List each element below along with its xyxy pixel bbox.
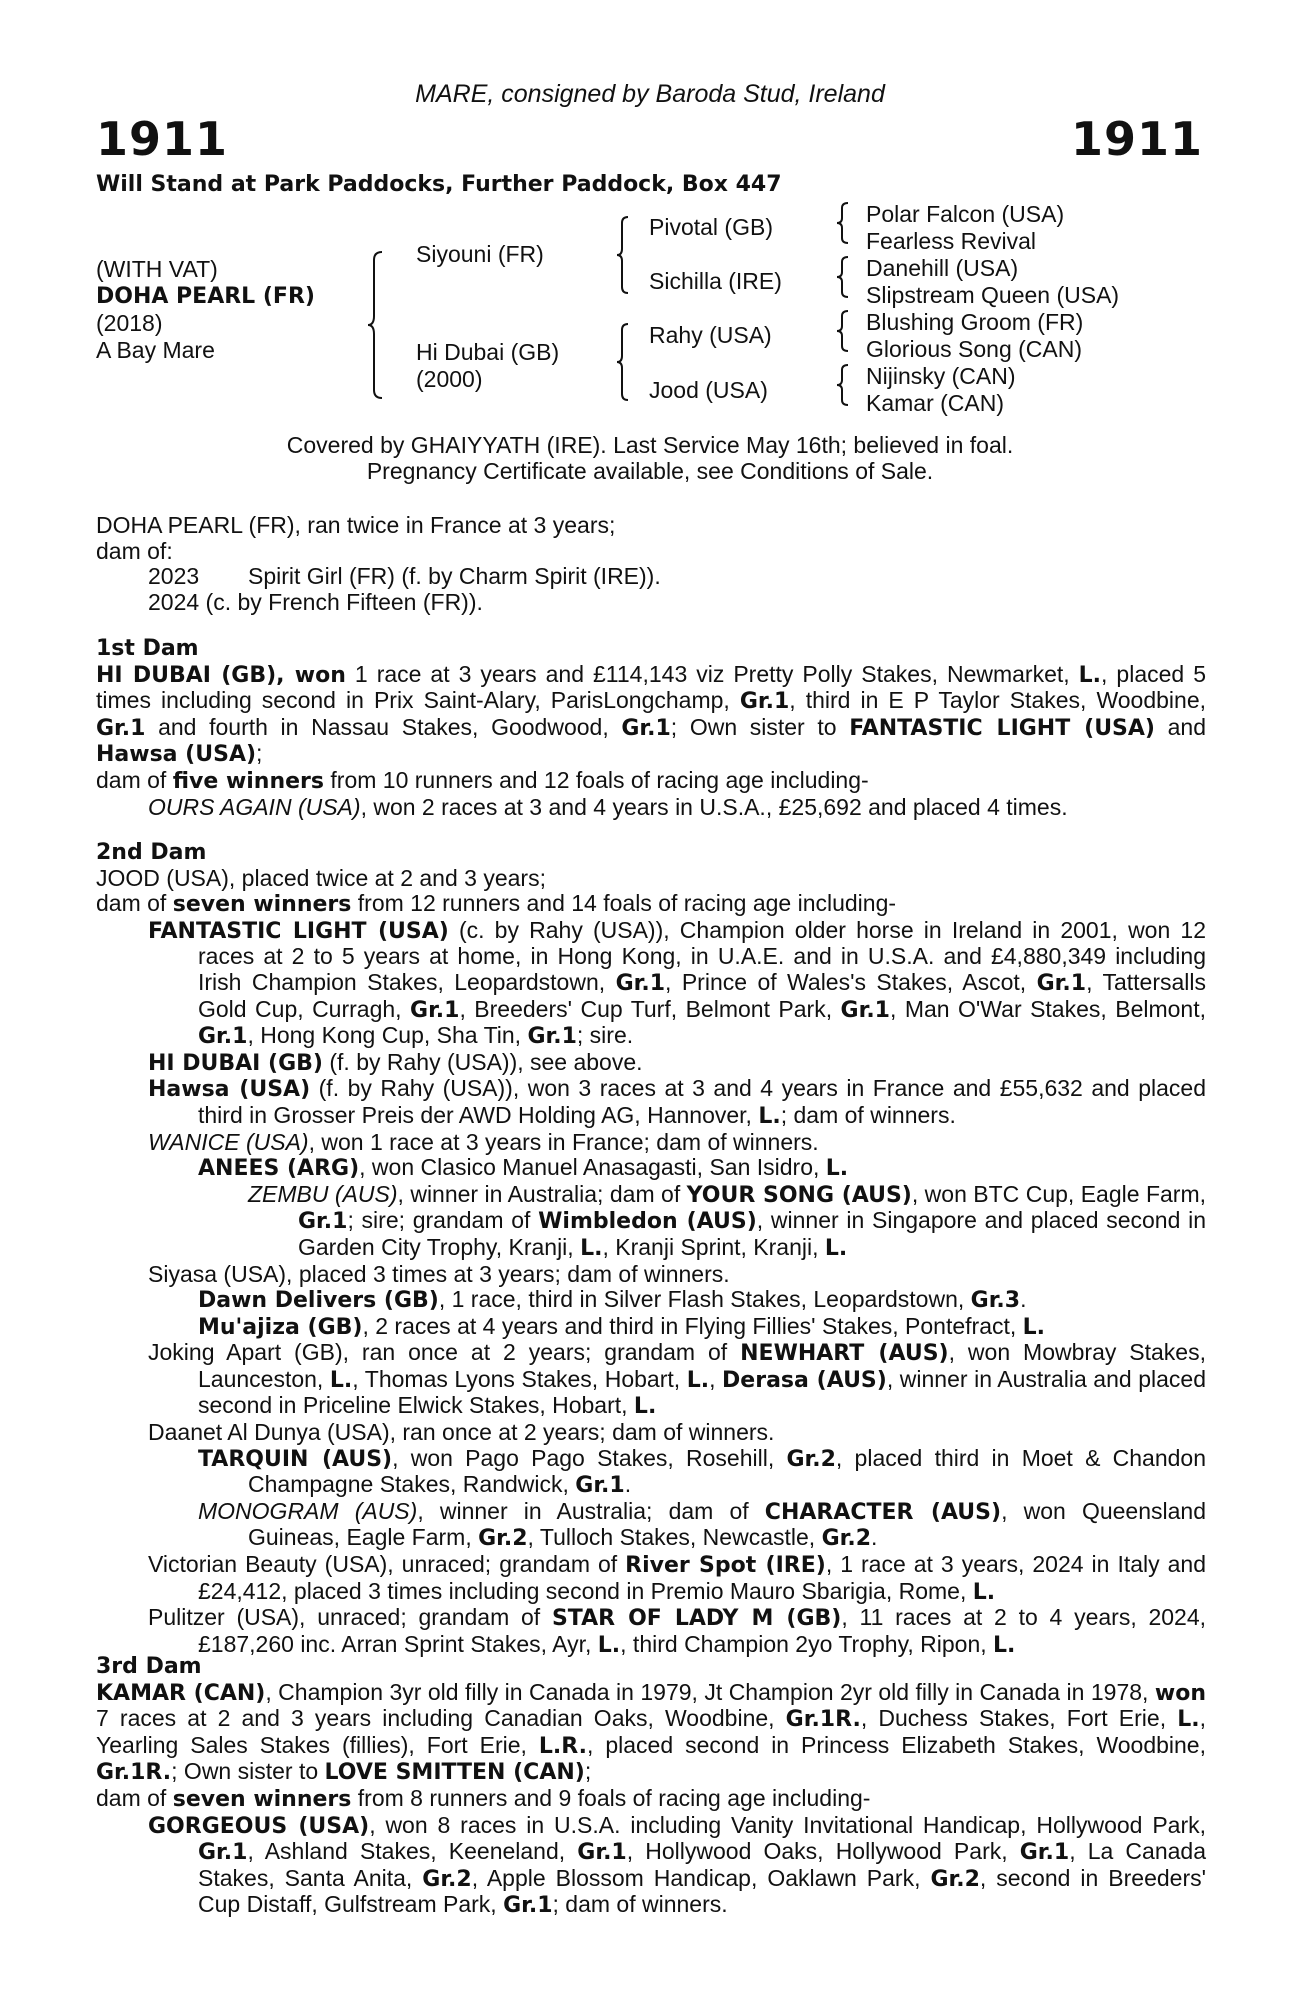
ped-sdd: Slipstream Queen (USA) (866, 282, 1120, 308)
anees-entry: ANEES (ARG), won Clasico Manuel Anasagasti, San Isidro, L. (198, 1154, 849, 1182)
first-dam-foal: OURS AGAIN (USA), won 2 races at 3 and 4 years in U.S.A., £25,692 and placed 4 times. (148, 793, 1068, 820)
second-dam-intro: JOOD (USA), placed twice at 2 and 3 years; (96, 864, 546, 891)
pulitzer-entry: Pulitzer (USA), unraced; grandam of STAR OF LADY M (GB), 11 races at 2 to 4 years, 2024, £187,260 inc. Arran Sprint Stakes, Ayr, L., third Champion 2yo Trophy, Ripon, L. (148, 1604, 1207, 1658)
ped-sds: Danehill (USA) (866, 255, 1019, 281)
fantastic-light-entry: FANTASTIC LIGHT (USA) (c. by Rahy (USA)), Champion older horse in Ireland in 2001, won 12 races at 2 to 5 years at home, in Hong Kong, in U.A.E. and in U.S.A. and £4,880,349 including Irish Champion Stakes, Leopardstown, Gr.1, Prince of Wales's Stakes, Ascot, Gr.1, Tattersalls Gold Cup, Curragh, Gr.1, Breeders' Cup Turf, Belmont Park, Gr.1, Man O'War Stakes, Belmont, Gr.1, Hong Kong Cup, Sha Tin, Gr.1; sire. (148, 916, 1206, 1050)
covered-line-1: Covered by GHAIYYATH (IRE). Last Service May 16th; believed in foal. (286, 432, 1014, 458)
dam-year: (2000) (416, 366, 483, 392)
brace-dd (836, 363, 852, 407)
second-dam-section (96, 840, 1206, 1658)
covered-line-2: Pregnancy Certificate available, see Conditions of Sale. (366, 458, 934, 484)
horse-description: A Bay Mare (96, 337, 215, 363)
brace-dam (616, 322, 632, 402)
muajiza-entry: Mu'ajiza (GB), 2 races at 4 years and third in Flying Fillies' Stakes, Pontefract, L. (198, 1312, 1046, 1340)
joking-apart-entry: Joking Apart (GB), ran once at 2 years; grandam of NEWHART (AUS), won Mowbray Stakes, Launceston, L., Thomas Lyons Stakes, Hobart, L., Derasa (AUS), winner in Australia and placed second in Priceline Elwick Stakes, Hobart, L. (148, 1339, 1206, 1420)
horse-name: DOHA PEARL (FR) (96, 284, 315, 309)
ped-sss: Polar Falcon (USA) (866, 201, 1065, 227)
ped-dds: Nijinsky (CAN) (866, 363, 1016, 389)
produce-row-2024: 2024 (c. by French Fifteen (FR)). (148, 588, 483, 615)
hawsa-entry: Hawsa (USA) (f. by Rahy (USA)), won 3 races at 3 and 4 years in France and £55,632 and placed third in Grosser Preis der AWD Holding AG, Hannover, L.; dam of winners. (148, 1075, 1206, 1129)
victorian-beauty-entry: Victorian Beauty (USA), unraced; grandam of River Spot (IRE), 1 race at 3 years, 2024 in Italy and £24,412, placed 3 times including second in Premio Mauro Sbarigia, Rome, L. (148, 1551, 1207, 1605)
consignment-line: MARE, consigned by Baroda Stud, Ireland (415, 80, 885, 108)
dam-dam: Jood (USA) (649, 377, 768, 403)
dawn-delivers-entry: Dawn Delivers (GB), 1 race, third in Silver Flash Stakes, Leopardstown, Gr.3. (198, 1286, 1027, 1314)
pedigree-horse (96, 256, 315, 364)
ped-dss: Blushing Groom (FR) (866, 309, 1084, 335)
brace-sire (616, 215, 632, 295)
lot-number-right: 1911 (1070, 112, 1203, 166)
tarquin-entry: TARQUIN (AUS), won Pago Pago Stakes, Rosehill, Gr.2, placed third in Moet & Chandon Champagne Stakes, Randwick, Gr.1. (198, 1444, 1207, 1499)
brace-sd (836, 255, 852, 299)
produce-foal: Spirit Girl (FR) (f. by Charm Spirit (IRE)). (248, 563, 661, 590)
third-dam-heading: 3rd Dam (96, 1654, 202, 1679)
wanice-entry: WANICE (USA), won 1 race at 3 years in France; dam of winners. (148, 1128, 819, 1155)
vat-note: (WITH VAT) (96, 256, 218, 282)
second-dam-produce-summary: dam of seven winners from 12 runners and 14 foals of racing age including- (96, 890, 897, 918)
dam-sire: Rahy (USA) (649, 322, 772, 348)
first-dam-section (96, 636, 1206, 820)
third-dam-produce-summary: dam of seven winners from 8 runners and 9 foals of racing age including- (96, 1784, 871, 1812)
siyasa-entry: Siyasa (USA), placed 3 times at 3 years; dam of winners. (148, 1260, 730, 1287)
horse-year: (2018) (96, 310, 163, 336)
daanet-al-dunya-entry: Daanet Al Dunya (USA), ran once at 2 years; dam of winners. (148, 1419, 775, 1446)
ped-dsd: Glorious Song (CAN) (866, 336, 1083, 362)
hi-dubai-entry: HI DUBAI (GB) (f. by Rahy (USA)), see above. (148, 1048, 643, 1076)
brace-horse (366, 250, 388, 400)
third-dam-section (96, 1654, 1206, 1919)
brace-ss (836, 201, 852, 245)
produce-intro: DOHA PEARL (FR), ran twice in France at 3 years; (96, 512, 616, 538)
produce-record (96, 513, 1206, 615)
lot-number-left: 1911 (96, 112, 229, 166)
produce-year: 2023 (148, 563, 200, 590)
covered-note (0, 432, 1300, 484)
second-dam-heading: 2nd Dam (96, 840, 207, 865)
ped-ssd: Fearless Revival (866, 228, 1036, 254)
brace-ds (836, 309, 852, 353)
ped-ddd: Kamar (CAN) (866, 390, 1005, 416)
third-dam-record: KAMAR (CAN), Champion 3yr old filly in Canada in 1979, Jt Champion 2yr old filly in Canada in 1978, won 7 races at 2 and 3 years including Canadian Oaks, Woodbine, Gr.1R., Duchess Stakes, Fort Erie, L., Yearling Sales Stakes (fillies), Fort Erie, L.R., placed second in Princess Elizabeth Stakes, Woodbine, Gr.1R.; Own sister to LOVE SMITTEN (CAN); (96, 1678, 1206, 1786)
zembu-entry: ZEMBU (AUS), winner in Australia; dam of YOUR SONG (AUS), won BTC Cup, Eagle Farm, Gr.1; sire; grandam of Wimbledon (AUS), winner in Singapore and placed second in Garden City Trophy, Kranji, L., Kranji Sprint, Kranji, L. (248, 1180, 1207, 1261)
gorgeous-entry: GORGEOUS (USA), won 8 races in U.S.A. including Vanity Invitational Handicap, Hollywood Park, Gr.1, Ashland Stakes, Keeneland, Gr.1, Hollywood Oaks, Hollywood Park, Gr.1, La Canada Stakes, Santa Anita, Gr.2, Apple Blossom Handicap, Oaklawn Park, Gr.2, second in Breeders' Cup Distaff, Gulfstream Park, Gr.1; dam of winners. (148, 1811, 1207, 1919)
produce-row-2023 (96, 564, 1206, 590)
monogram-entry: MONOGRAM (AUS), winner in Australia; dam of CHARACTER (AUS), won Queensland Guineas, Eagle Farm, Gr.2, Tulloch Stakes, Newcastle, Gr.2. (198, 1497, 1206, 1552)
produce-damof: dam of: (96, 537, 173, 564)
dam: Hi Dubai (GB) (416, 339, 560, 365)
first-dam-heading: 1st Dam (96, 636, 199, 661)
first-dam-name: HI DUBAI (GB), won (96, 662, 346, 688)
sire: Siyouni (FR) (416, 241, 544, 267)
first-dam-record: HI DUBAI (GB), won 1 race at 3 years and £114,143 viz Pretty Polly Stakes, Newmarket, L., placed 5 times including second in Prix Saint-Alary, ParisLongchamp, Gr.1, third in E P Taylor Stakes, Woodbine, Gr.1 and fourth in Nassau Stakes, Goodwood, Gr.1; Own sister to FANTASTIC LIGHT (USA) and Hawsa (USA); (96, 660, 1207, 768)
first-dam-produce-summary: dam of five winners from 10 runners and 12 foals of racing age including- (96, 766, 869, 794)
stand-location: Will Stand at Park Paddocks, Further Paddock, Box 447 (96, 172, 782, 197)
sire-sire: Pivotal (GB) (649, 214, 773, 240)
sire-dam: Sichilla (IRE) (649, 268, 782, 294)
